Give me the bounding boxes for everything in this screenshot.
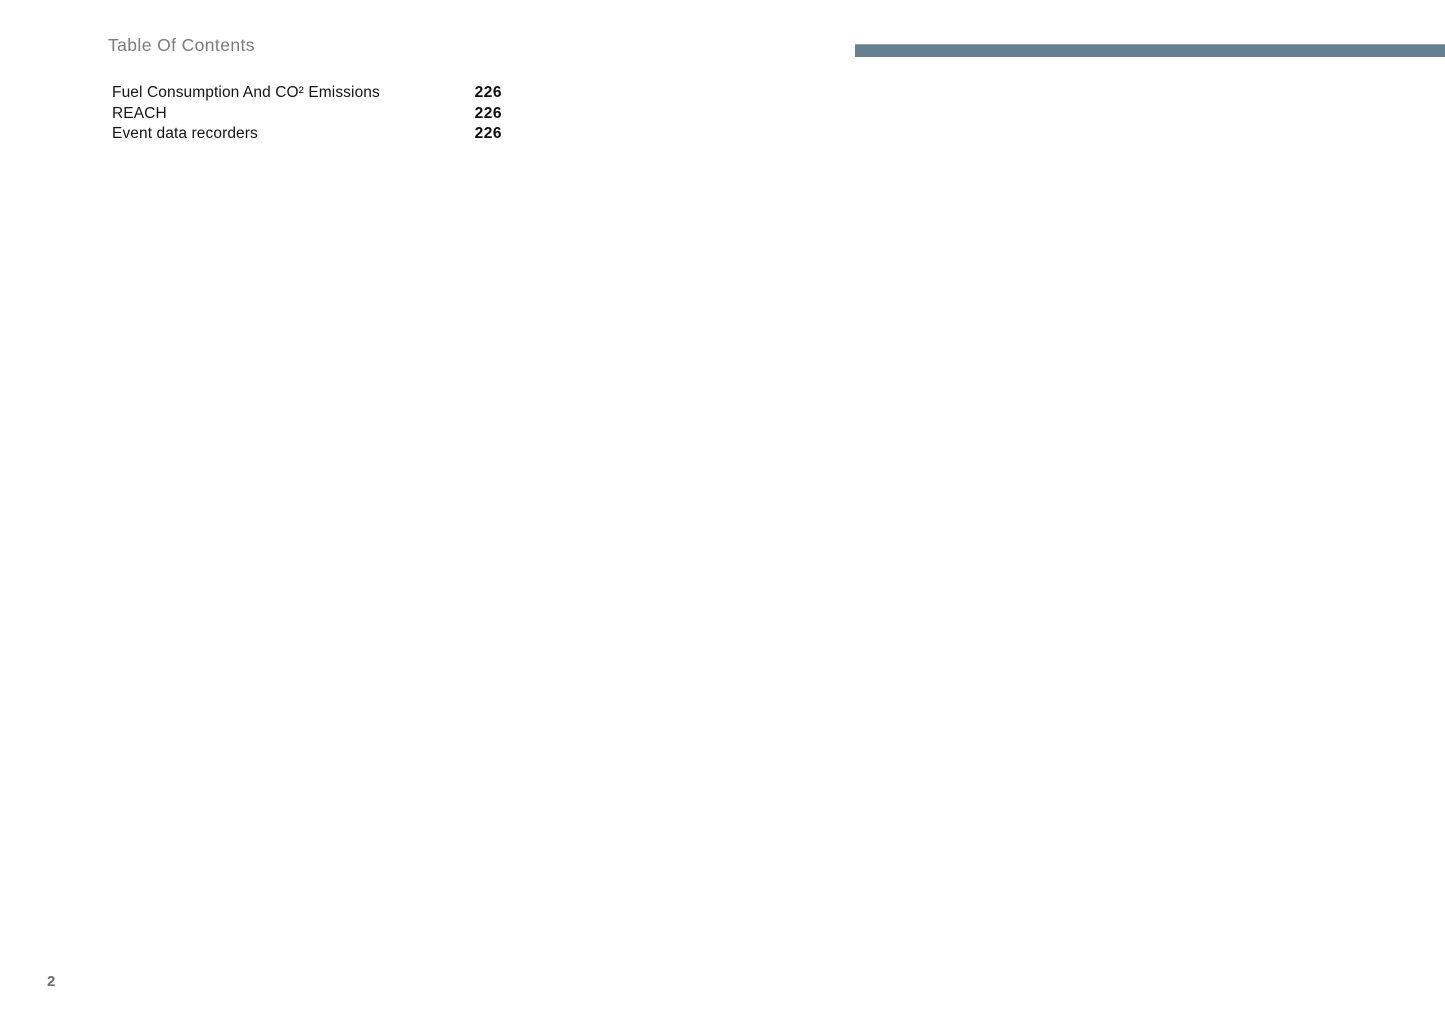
toc-entry[interactable] bbox=[112, 104, 502, 125]
toc-entry-label: Event data recorders bbox=[112, 125, 258, 142]
toc-entry-label: Fuel Consumption And CO² Emissions bbox=[112, 84, 380, 101]
toc-entry[interactable] bbox=[112, 83, 502, 104]
header-accent-bar bbox=[855, 44, 1445, 57]
toc-list bbox=[112, 83, 502, 145]
toc-entry[interactable] bbox=[112, 124, 502, 145]
page-number: 2 bbox=[47, 973, 56, 990]
toc-entry-page: 226 bbox=[474, 84, 502, 101]
toc-entry-page: 226 bbox=[474, 125, 502, 142]
toc-entry-label: REACH bbox=[112, 104, 167, 122]
toc-entry-page: 226 bbox=[474, 104, 502, 122]
page-title: Table Of Contents bbox=[108, 35, 255, 55]
